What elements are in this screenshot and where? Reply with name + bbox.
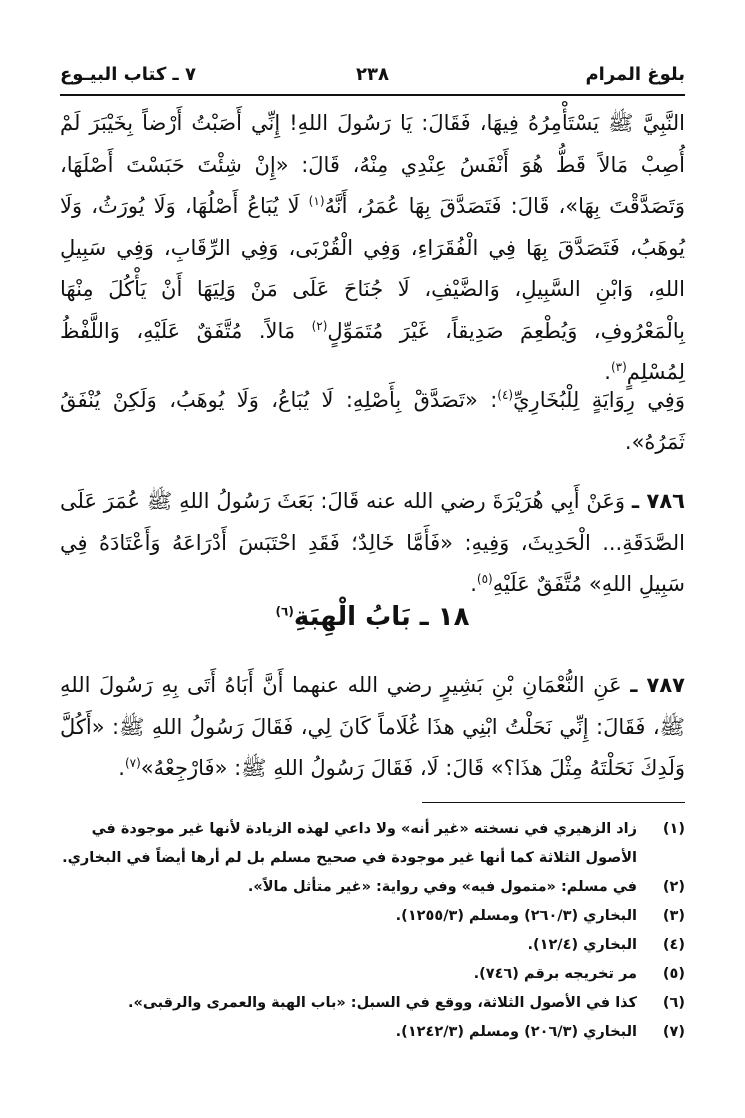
book-title: بلوغ المرام — [585, 64, 685, 85]
hadith-786 — [60, 481, 685, 606]
footnote-item — [60, 873, 685, 902]
footnote-text: البخاري (٢٠٦/٣) ومسلم (١٢٤٢/٣). — [395, 1024, 637, 1040]
paragraph-continuation — [60, 103, 685, 394]
paragraph-text: مَالاً. مُتَّفَقٌ عَلَيْهِ، وَاللَّفْظُ لِمُسْلِمٍ — [60, 318, 685, 384]
paragraph-text: : «تَصَدَّقْ بِأَصْلِهِ: لَا يُبَاعُ، وَلَا يُوهَبُ، وَلَكِنْ يُنْفَقُ ثَمَرُهُ». — [60, 388, 685, 454]
paragraph-text: عَنِ النُّعْمَانِ بْنِ بَشِيرٍ رضي الله عنهما أَنَّ أَبَاهُ أَتَى بِهِ رَسُولَ اللهِ ﷺ، فَقَالَ: إِنِّي نَحَلْتُ ابْنِي هذَا غُلَاماً كَانَ لِي، فَقَالَ رَسُولُ اللهِ ﷺ: «أَكُلَّ وَلَدِكَ نَحَلْتَهُ مِثْلَ هذَا؟» قَالَ: لَا، فَقَالَ رَسُولُ اللهِ ﷺ: «فَارْجِعْهُ» — [60, 673, 685, 780]
paragraph-text: وَفِي رِوَايَةٍ لِلْبُخَارِيِّ — [513, 388, 685, 412]
footnote-ref: (٦) — [275, 604, 294, 619]
footnote-text: البخاري (٢٦٠/٣) ومسلم (١٢٥٥/٣). — [395, 908, 637, 924]
paragraph-text: النَّبِيَّ ﷺ يَسْتَأْمِرُهُ فِيهَا، فَقَالَ: يَا رَسُولَ اللهِ! إِنِّي أَصَبْتُ أَرْضاً بِخَيْبَرَ لَمْ أُصِبْ مَالاً قَطُّ هُوَ أَنْفَسُ عِنْدِي مِنْهُ، قَالَ: «إِنْ شِئْتَ حَبَسْتَ أَصْلَهَا، وَتَصَدَّقْتَ بِهَا»، قَالَ: فَتَصَدَّقَ بِهَا عُمَرُ، أَنَّهُ — [60, 111, 685, 218]
footnote-item — [60, 815, 685, 873]
footnote-number: (١) — [662, 821, 685, 837]
bukhari-narration — [60, 380, 685, 463]
footnote-text: مر تخريجه برقم (٧٤٦). — [473, 966, 637, 982]
footnote-item — [60, 989, 685, 1018]
footnote-ref: (٥) — [476, 572, 493, 586]
footnote-ref: (٣) — [610, 360, 627, 374]
paragraph-end: . — [118, 756, 125, 780]
footnote-text: زاد الزهيري في نسخته «غير أنه» ولا داعي لهذه الزيادة لأنها غير موجودة في الأصول الثلاثة كما أنها غير موجودة في صحيح مسلم بل لم أرها أيضاً في البخاري. — [62, 821, 637, 866]
footnote-item — [60, 960, 685, 989]
footnote-item — [60, 902, 685, 931]
footnote-ref: (٢) — [311, 318, 328, 333]
hadith-number: ٧٨٦ ـ — [631, 489, 685, 513]
hadith-787 — [60, 665, 685, 790]
footnote-number: (٣) — [662, 908, 685, 924]
footnote-divider — [422, 802, 685, 803]
footnote-text: البخاري (١٢/٤). — [527, 937, 637, 953]
paragraph-text: وَعَنْ أَبِي هُرَيْرَةَ رضي الله عنه قَالَ: بَعَثَ رَسُولُ اللهِ ﷺ عُمَرَ عَلَى الصَّدَقَةِ... الْحَدِيثَ، وَفِيهِ: «فَأَمَّا خَالِدٌ؛ فَقَدِ احْتَبَسَ أَدْرَاعَهُ وَأَعْتَادَهُ فِي سَبِيلِ اللهِ» مُتَّفَقٌ عَلَيْهِ — [60, 489, 685, 596]
footnote-number: (٢) — [662, 879, 685, 895]
hadith-number: ٧٨٧ ـ — [630, 673, 685, 697]
footnote-text: في مسلم: «متمول فيه» وفي رواية: «غير متأثل مالاً». — [247, 879, 637, 895]
page-number: ٢٣٨ — [356, 64, 389, 85]
footnote-number: (٦) — [662, 995, 685, 1011]
footnote-ref: (٤) — [497, 388, 514, 402]
footnote-number: (٤) — [662, 937, 685, 953]
footnote-ref: (١) — [308, 194, 325, 208]
paragraph-end: . — [470, 572, 477, 596]
paragraph-text: لَا يُبَاعُ أَصْلُهَا، وَلَا يُورَثُ، وَلَا يُوهَبُ، فَتَصَدَّقَ بِهَا فِي الْفُقَرَاءِ، وَفِي الْقُرْبَى، وَفِي الرِّقَابِ، وَفِي سَبِيلِ اللهِ، وَابْنِ السَّبِيلِ، وَالضَّيْفِ، لَا جُنَاحَ عَلَى مَنْ وَلِيَهَا أَنْ يَأْكُلَ مِنْهَا بِالْمَعْرُوفِ، وَيُطْعِمَ صَدِيقاً، غَيْرَ مُتَمَوِّلٍ — [60, 194, 685, 343]
footnote-number: (٧) — [662, 1024, 685, 1040]
section-heading-text: ١٨ ـ بَابُ الْهِبَةِ — [293, 602, 470, 632]
footnote-item — [60, 1018, 685, 1047]
footnote-item — [60, 931, 685, 960]
footnote-ref: (٧) — [124, 756, 141, 770]
footnote-text: كذا في الأصول الثلاثة، ووقع في السبل: «باب الهبة والعمرى والرقبى». — [128, 995, 637, 1011]
page-header — [60, 58, 685, 96]
paragraph-end: . — [604, 360, 611, 384]
section-heading — [60, 602, 685, 632]
footnotes — [60, 815, 685, 1047]
chapter-title: ٧ ـ كتاب البيـوع — [60, 64, 196, 85]
footnote-number: (٥) — [662, 966, 685, 982]
